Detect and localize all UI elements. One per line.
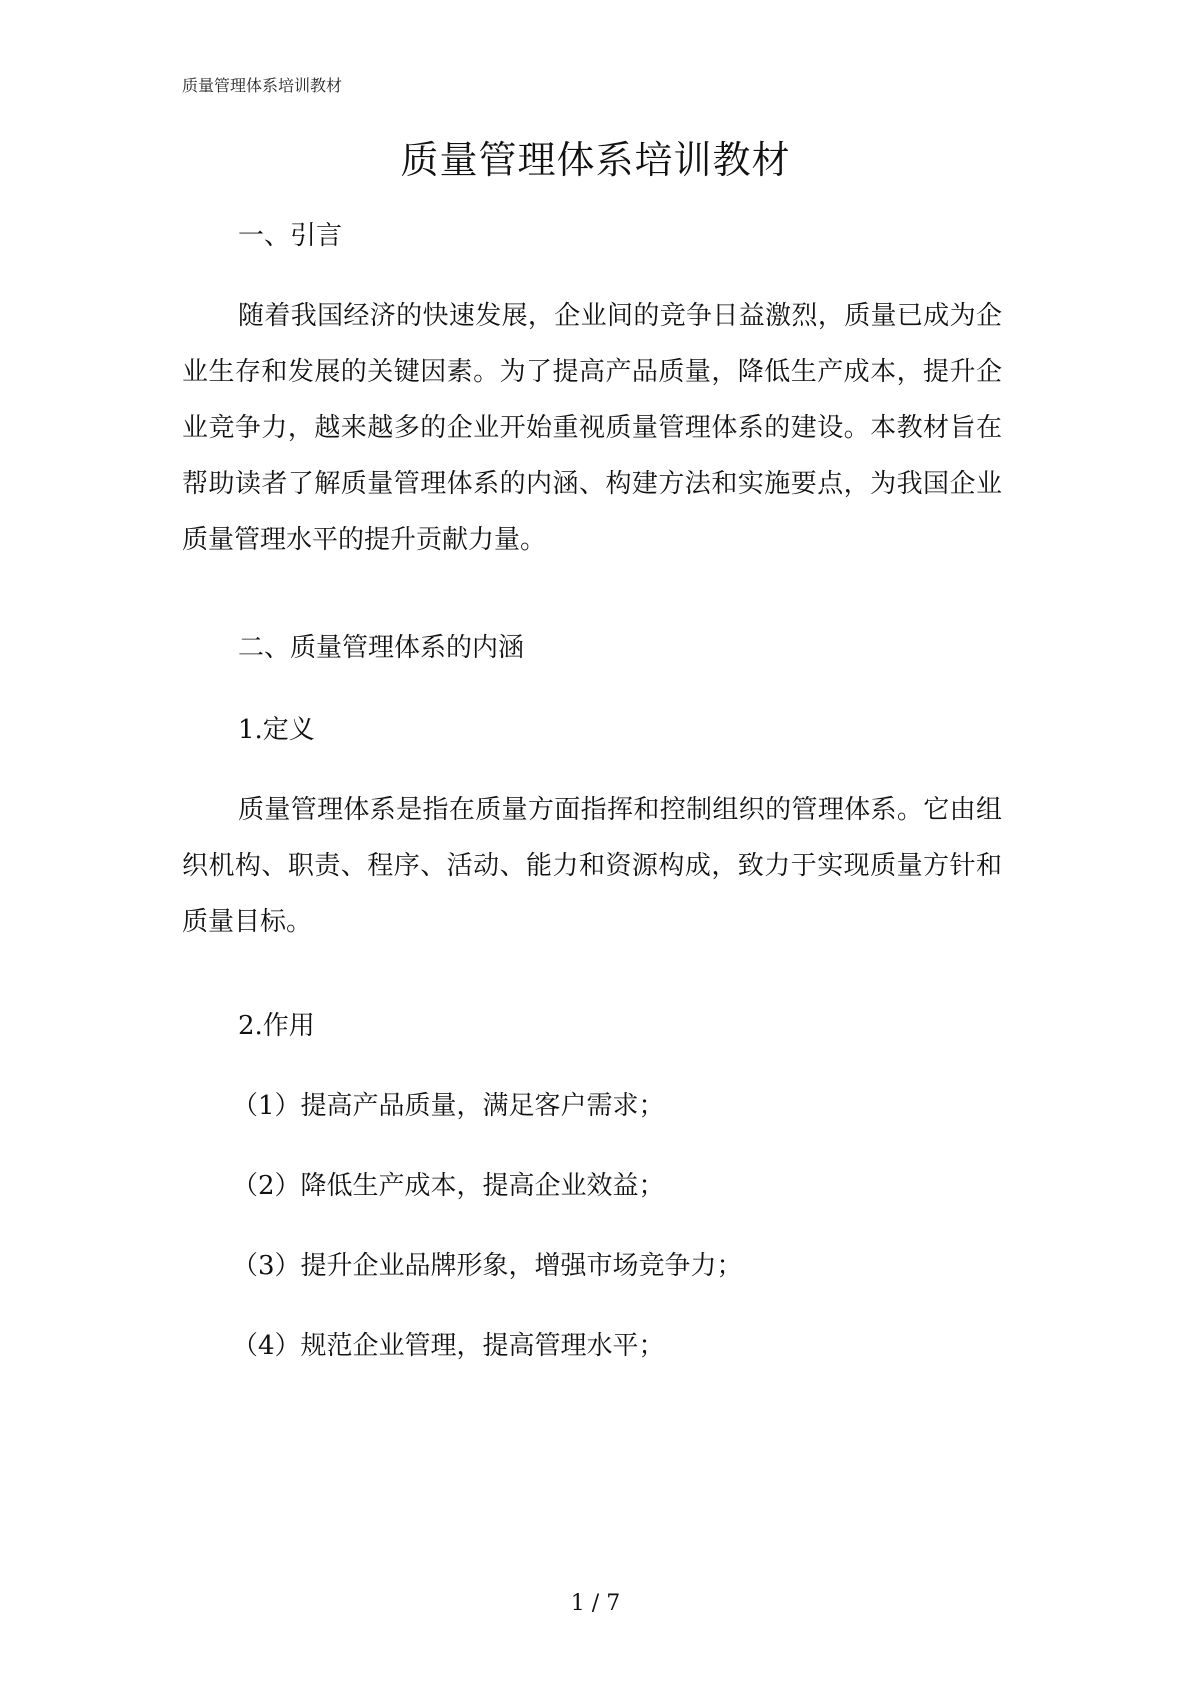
list-item: （1）提高产品质量，满足客户需求；	[232, 1091, 665, 1121]
definition-paragraph: 质量管理体系是指在质量方面指挥和控制组织的管理体系。它由组织机构、职责、程序、活动、能力和资源构成，致力于实现质量方针和质量目标。	[182, 795, 1002, 937]
subheading-function: 2.作用	[238, 1011, 315, 1041]
running-header: 质量管理体系培训教材	[182, 76, 343, 95]
list-item: （4）规范企业管理，提高管理水平；	[232, 1331, 665, 1361]
introduction-paragraph: 随着我国经济的快速发展，企业间的竞争日益激烈，质量已成为企业生存和发展的关键因素。为了提高产品质量，降低生产成本，提升企业竞争力，越来越多的企业开始重视质量管理体系的建设。本教材旨在帮助读者了解质量管理体系的内涵、构建方法和实施要点，为我国企业质量管理水平的提升贡献力量。	[182, 301, 1002, 555]
list-item: （3）提升企业品牌形象，增强市场竞争力；	[232, 1251, 743, 1281]
section-heading-introduction: 一、引言	[238, 221, 343, 251]
section-heading-connotation: 二、质量管理体系的内涵	[238, 633, 525, 663]
subheading-definition: 1.定义	[238, 715, 315, 745]
page-number: 1 / 7	[570, 1591, 621, 1616]
list-item: （2）降低生产成本，提高企业效益；	[232, 1171, 665, 1201]
document-title: 质量管理体系培训教材	[400, 138, 791, 182]
